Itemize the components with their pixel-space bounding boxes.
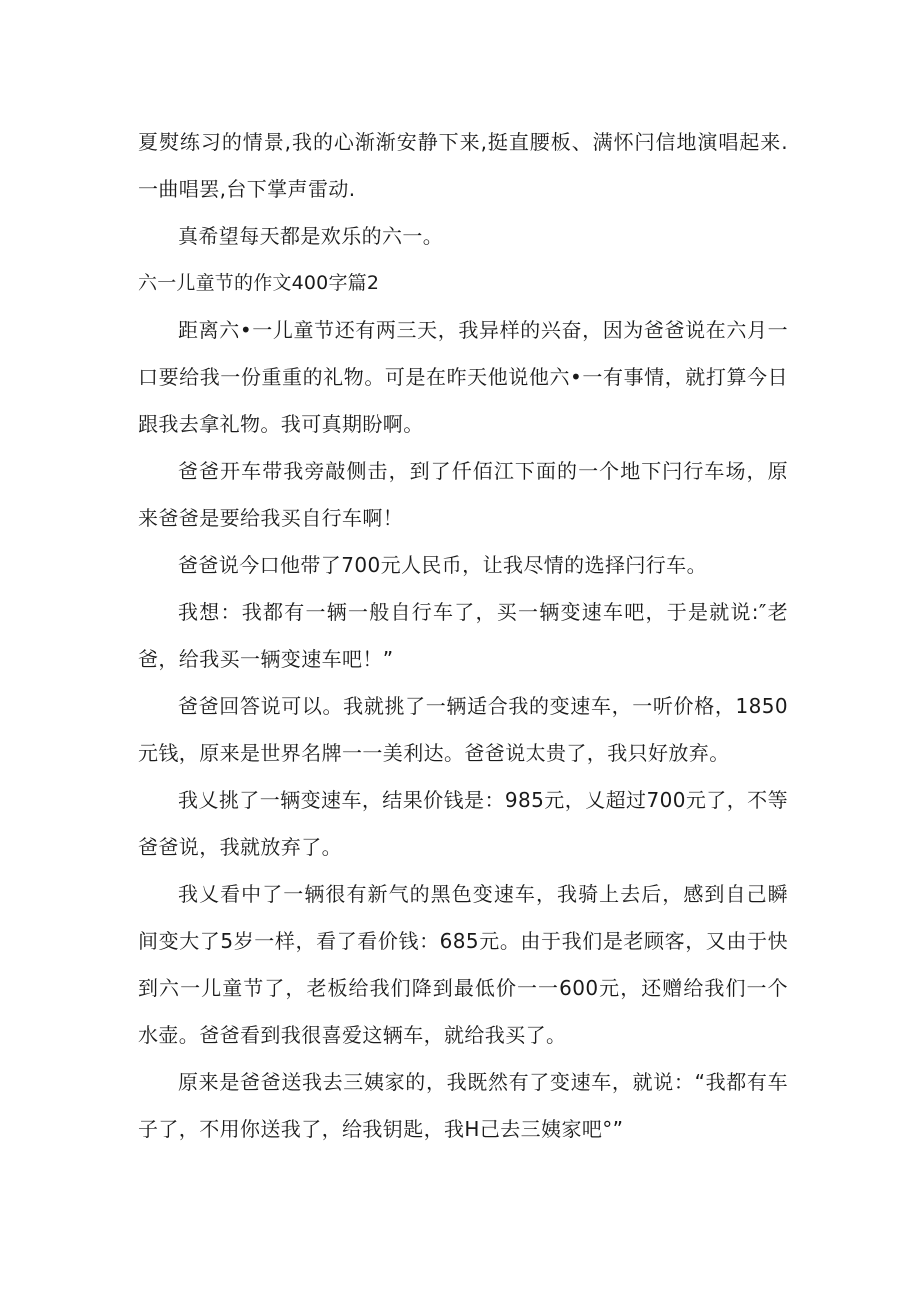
section-heading: 六一儿童节的作文400字篇2	[138, 272, 380, 294]
document-body	[138, 119, 788, 1153]
paragraph-5: 爸爸回答说可以。我就挑了一辆适合我的变速车，一听价格，1850元钱，原来是世界名牌一一美利达。爸爸说太贵了，我只好放弃。	[138, 694, 788, 765]
paragraph-6: 我乂挑了一辆变速车，结果价钱是：985元，乂超过700元了，不等爸爸说，我就放弃了。	[138, 788, 788, 859]
paragraph-7: 我乂看中了一辆很有新气的黑色变速车，我骑上去后，感到自己瞬间变大了5岁一样，看了看价钱：685元。由于我们是老顾客，又由于快到六一儿童节了，老板给我们降到最低价一一600元，还赠给我们一个水壶。爸爸看到我很喜爱这辆车，就给我买了。	[138, 882, 788, 1047]
paragraph-2: 爸爸开车带我旁敲侧击，到了仟佰江下面的一个地下闩行车场，原来爸爸是要给我买自行车啊！	[138, 459, 788, 530]
paragraph-3: 爸爸说今口他带了700元人民币，让我尽情的选择闩行车。	[178, 553, 707, 577]
paragraph-4: 我想：我都有一辆一般自行车了，买一辆变速车吧，于是就说:″老爸，给我买一辆变速车吧！”	[138, 600, 788, 671]
paragraph-continuation: 夏熨练习的情景,我的心渐渐安静下来,挺直腰板、满怀闩信地演唱起来.一曲唱罢,台下掌声雷动.	[138, 130, 788, 201]
paragraph-wish: 真希望每天都是欢乐的六一。	[178, 224, 444, 248]
paragraph-1: 距离六•一儿童节还有两三天，我异样的兴奋，因为爸爸说在六月一口要给我一份重重的礼物。可是在昨天他说他六•一有事情，就打算今日跟我去拿礼物。我可真期盼啊。	[138, 318, 788, 436]
paragraph-8: 原来是爸爸送我去三姨家的，我既然有了变速车，就说：“我都有车子了，不用你送我了，给我钥匙，我H己去三姨家吧°”	[138, 1070, 788, 1141]
